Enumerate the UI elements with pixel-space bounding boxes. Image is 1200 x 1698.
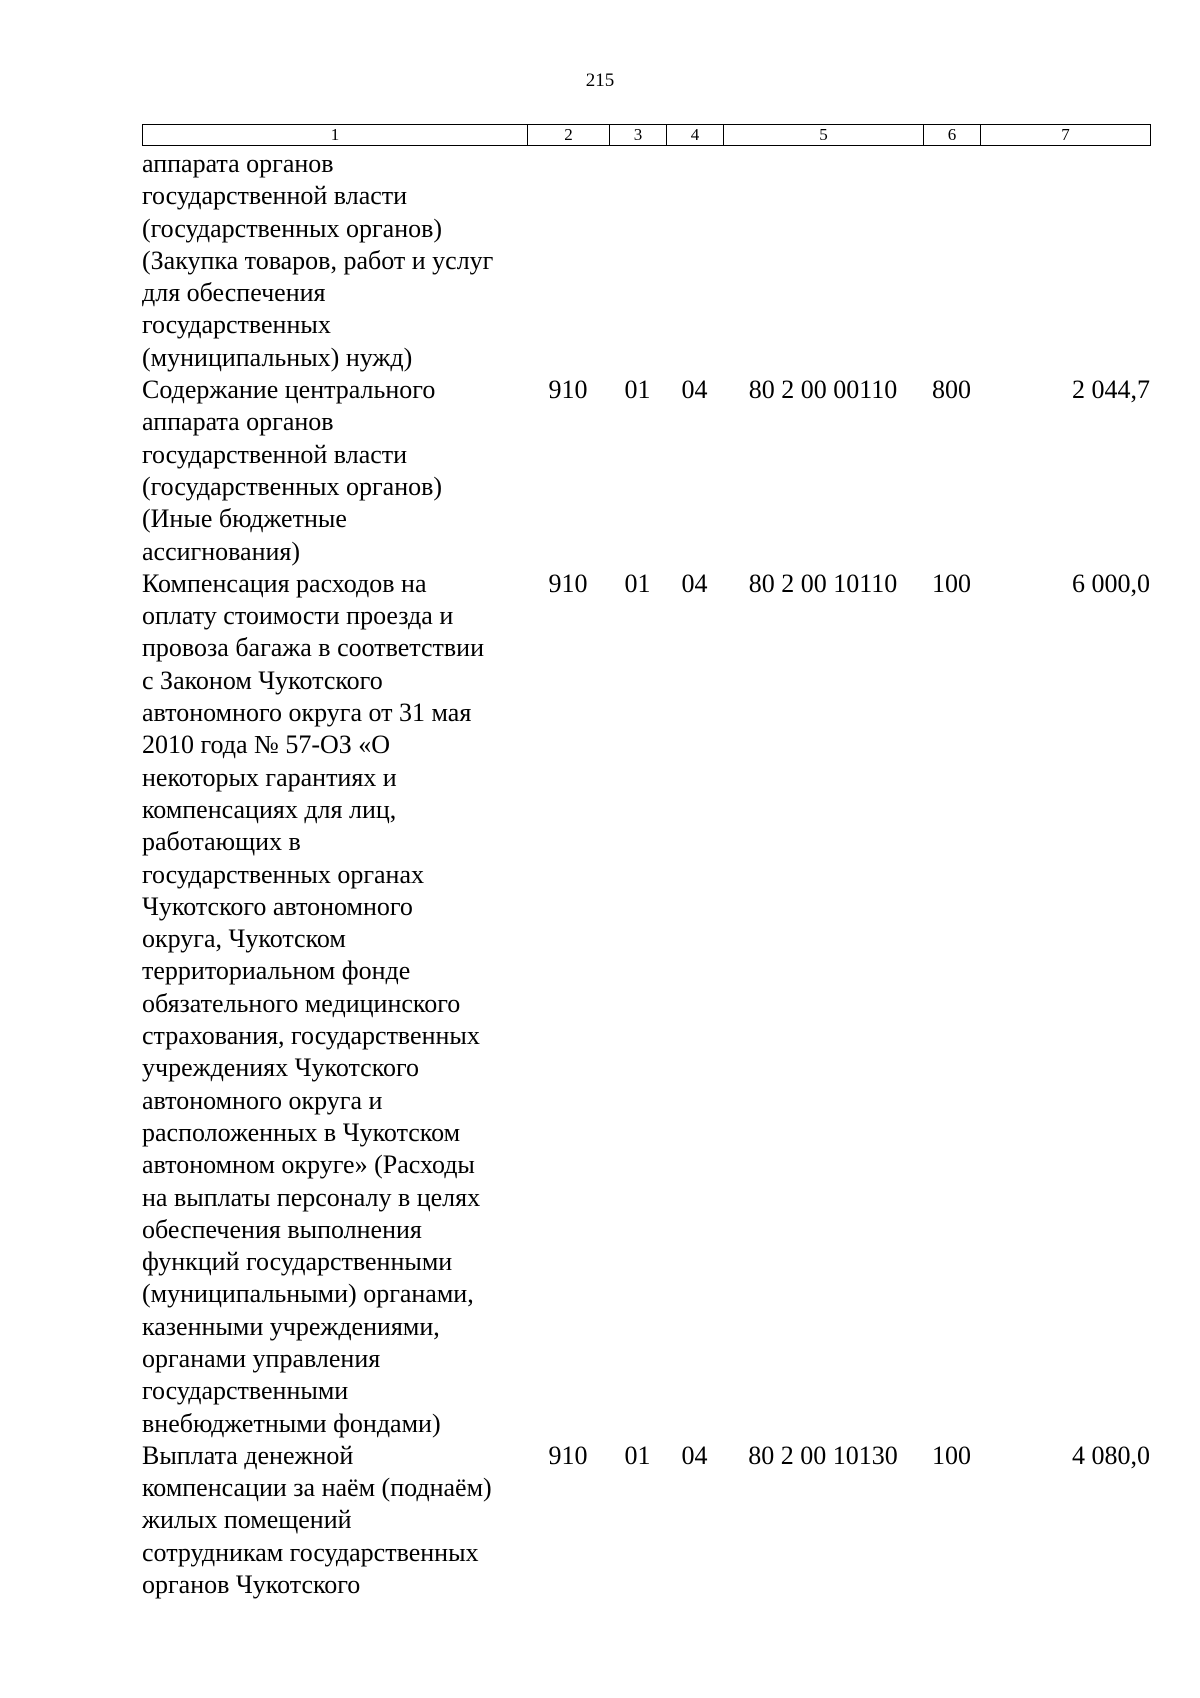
description-line: учреждениях Чукотского [142,1053,420,1083]
row-description [142,568,527,1440]
row-section [609,148,666,374]
description-line: обязательного медицинского [142,988,461,1018]
column-number-header [142,124,1151,146]
row-subsection: 04 [681,568,708,598]
description-line: государственных органах [142,859,425,889]
description-line: округа, Чукотском [142,924,346,954]
header-col-1: 1 [143,125,528,146]
row-amount: 6 000,0 [1072,568,1150,598]
row-amount [980,148,1150,374]
description-line: государственной власти [142,181,408,211]
row-expense-type [923,148,980,374]
row-amount: 2 044,7 [1072,375,1150,405]
description-line: аппарата органов [142,407,334,437]
description-line: автономного округа и [142,1085,383,1115]
budget-table-body [142,148,1150,1601]
description-line: расположенных в Чукотском [142,1117,461,1147]
description-line: (муниципальными) органами, [142,1279,474,1309]
description-line: с Законом Чукотского [142,665,383,695]
row-subsection [666,148,723,374]
description-line: компенсации за наём (поднаём) [142,1473,492,1503]
description-line: работающих в [142,827,301,857]
description-line: (муниципальных) нужд) [142,342,413,372]
description-line: территориальном фонде [142,956,411,986]
description-line: (государственных органов) [142,213,443,243]
description-line: (государственных органов) [142,471,443,501]
row-section: 01 [624,1440,651,1470]
row-expense-type: 100 [932,1440,971,1470]
row-target-article: 80 2 00 10110 [748,568,898,598]
row-description [142,148,527,374]
description-line: Чукотского автономного [142,891,413,921]
description-line: Компенсация расходов на [142,568,427,598]
row-admin-code: 910 [548,375,588,405]
description-line: автономного округа от 31 мая [142,698,472,728]
row-description [142,1440,527,1601]
description-line: Выплата денежной [142,1440,354,1470]
description-line: органами управления [142,1343,381,1373]
description-line: государственными [142,1376,349,1406]
row-admin-code: 910 [548,1440,588,1470]
description-line: оплату стоимости проезда и [142,601,454,631]
description-line: страхования, государственных [142,1021,480,1051]
table-row [142,1440,1150,1601]
description-line: некоторых гарантиях и [142,762,397,792]
description-line: 2010 года № 57-ОЗ «О [142,730,391,760]
row-target-article: 80 2 00 10130 [748,1440,898,1470]
row-admin-code [527,148,609,374]
description-line: автономном округе» (Расходы [142,1150,475,1180]
row-section: 01 [624,375,651,405]
description-line: ассигнования) [142,536,301,566]
header-col-6: 6 [924,125,981,146]
description-line: внебюджетными фондами) [142,1408,441,1438]
description-line: государственных [142,310,331,340]
header-col-4: 4 [667,125,724,146]
row-description [142,374,527,568]
description-line: (Иные бюджетные [142,504,347,534]
description-line: на выплаты персоналу в целях [142,1182,481,1212]
description-line: (Закупка товаров, работ и услуг [142,245,494,275]
table-row [142,568,1150,1440]
row-subsection: 04 [681,1440,708,1470]
row-subsection: 04 [681,375,708,405]
row-expense-type: 100 [932,568,971,598]
table-row [142,148,1150,374]
description-line: аппарата органов [142,149,334,178]
description-line: Содержание центрального [142,375,436,405]
header-col-2: 2 [528,125,610,146]
description-line: обеспечения выполнения [142,1214,422,1244]
row-expense-type: 800 [932,375,971,405]
description-line: для обеспечения [142,278,326,308]
header-col-3: 3 [610,125,667,146]
description-line: органов Чукотского [142,1570,361,1600]
row-amount: 4 080,0 [1072,1440,1150,1470]
description-line: сотрудникам государственных [142,1537,479,1567]
description-line: государственной власти [142,439,408,469]
header-col-5: 5 [724,125,924,146]
table-row [142,374,1150,568]
row-admin-code: 910 [548,568,588,598]
description-line: провоза багажа в соответствии [142,633,484,663]
page-number: 215 [585,70,615,91]
description-line: жилых помещений [142,1505,352,1535]
header-col-7: 7 [981,125,1151,146]
row-target-article: 80 2 00 00110 [748,375,898,405]
row-target-article [723,148,923,374]
description-line: казенными учреждениями, [142,1311,440,1341]
description-line: компенсациях для лиц, [142,794,397,824]
row-section: 01 [624,568,651,598]
description-line: функций государственными [142,1247,453,1277]
